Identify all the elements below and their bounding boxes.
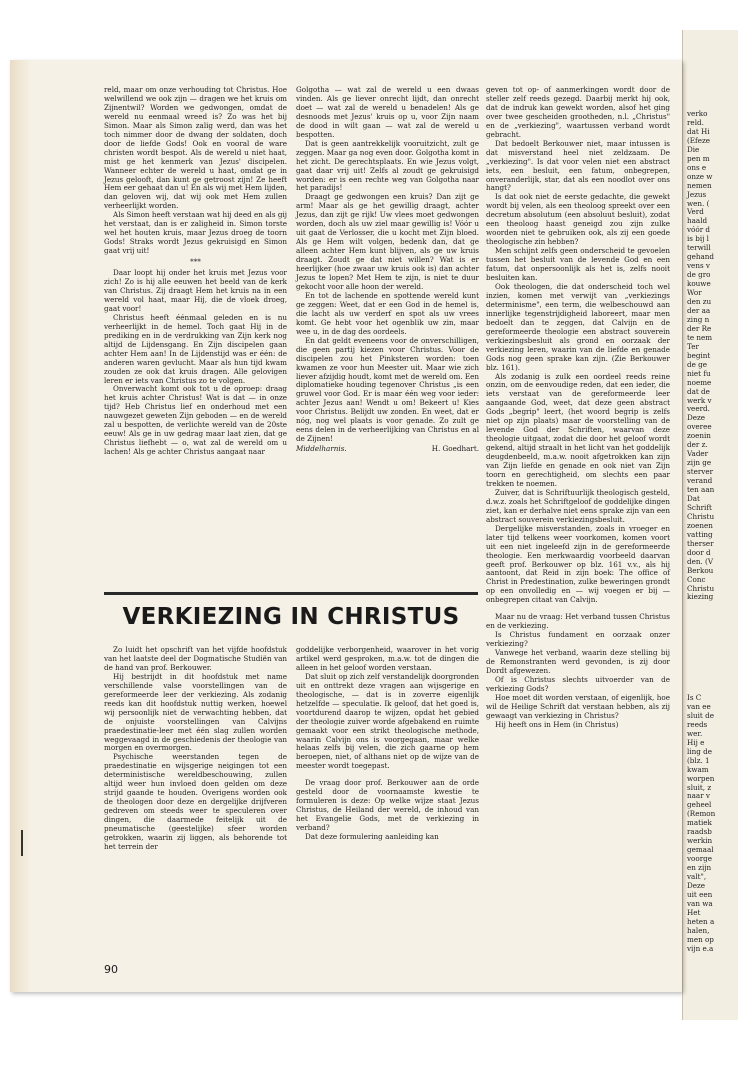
paragraph: Hoe moet dit worden verstaan, of eigenlijk, hoe wil de Heilige Schrift dat verstaan hebben, als zij gewaagt van verkiezing in Christus?: [486, 692, 670, 720]
paragraph: Of is Christus slechts uitvoerder van de verkiezing Gods?: [486, 674, 670, 693]
adjacent-page-line: ling de: [687, 746, 712, 756]
adjacent-page-line: is bij l: [687, 234, 709, 244]
adjacent-page-line: nemen: [687, 180, 712, 190]
article-signature: [296, 445, 479, 454]
adjacent-page-line: verko: [687, 109, 708, 118]
adjacent-page-line: heten a: [687, 916, 715, 926]
adjacent-page-line: dat Hi: [687, 126, 710, 136]
adjacent-page-line: sluit, z: [687, 782, 712, 792]
adjacent-page-line: gehand: [687, 252, 714, 262]
adjacent-page-line: van ee: [687, 701, 711, 711]
adjacent-page-line: kouwe: [687, 279, 711, 289]
adjacent-page-line: therser: [687, 538, 714, 548]
paragraph: Ook theologen, die dat onderscheid toch wel inzien, komen met verwijt van „verkiezings determinisme", een term, die welbeschouwd aan innerlijke tegenstrijdigheid laboreert, maar men bedoelt dan te zeggen, dat Calvijn en de gereformeerde theologie een abstract souverein verkiezingsbesluit als grond en oorzaak der verkiezing leren, waarin van de liefde en genade Gods nog geen sprake kan zijn. (Zie Berkouwer blz. 161).: [486, 281, 670, 372]
paragraph: Golgotha — wat zal de wereld u een dwaas vinden. Als ge liever onrecht lijdt, dan onrecht doet — wat zal de wereld u benadelen! Als ge desnoods met Jezus' kruis op u, voor Zijn naam de dood in wilt gaan — wat zal de wereld u bespotten.: [296, 85, 479, 139]
article-column-2: [296, 646, 479, 842]
adjacent-page-line: Wor: [687, 288, 702, 298]
adjacent-page-line: vens v: [687, 261, 710, 271]
paragraph: Dat sluit op zich zelf verstandelijk doorgronden uit en onttrekt deze vragen aan wijsgerige en theologische, — dat is in zoverre eigenlijk hetzelfde — speculatie. Ik geloof, dat het goed is, voortdurend daarop te wijzen, opdat het gebied der theologie zuiver worde afgebakend en ruimte gemaakt voor een strikt theologische methode, waarin Calvijn ons is voorgegaan, maar welke helaas zelfs bij velen, die zich gaarne op hem beroepen, niet, of althans niet op de wijze van de meester wordt toegepast.: [296, 671, 479, 771]
previous-article-column-1: [104, 86, 287, 457]
adjacent-page-line: der aa: [687, 305, 711, 315]
paragraph: Zuiver, dat is Schriftuurlijk theologisch gesteld, d.w.z. zoals het Schriftgeloof de goddelijke dingen ziet, kan er derhalve niet eens sprake zijn van een abstract souverein verkiezingsbesluit.: [486, 487, 670, 524]
adjacent-page-line: noeme: [687, 377, 712, 387]
adjacent-page-line: vóór d: [687, 225, 711, 235]
adjacent-page-line: de gro: [687, 270, 711, 280]
adjacent-page-line: den zu: [687, 297, 712, 307]
adjacent-page-line: voorge: [687, 854, 713, 864]
adjacent-page-line: Jezus: [687, 189, 707, 199]
adjacent-page-line: sluit de: [687, 710, 714, 720]
signature-author: H. Goedhart.: [431, 444, 479, 454]
adjacent-page-line: door d: [687, 547, 711, 557]
adjacent-page-line: Deze: [687, 413, 706, 423]
adjacent-page-line: begint: [687, 350, 711, 360]
article-column-1: [104, 646, 287, 852]
gutter-mark: [21, 830, 23, 856]
adjacent-page-line: Vader: [687, 449, 709, 459]
adjacent-page-line: Conc: [687, 574, 706, 584]
adjacent-page-line: raadsb: [687, 827, 712, 837]
adjacent-page-line: Hij e: [687, 737, 705, 747]
signature-place: Middelharnis.: [296, 444, 347, 454]
adjacent-page-line: ten aan: [687, 485, 715, 495]
adjacent-page-line: zoenin: [687, 431, 711, 441]
paragraph: Christus heeft éénmaal geleden en is nu verheerlijkt in de hemel. Toch gaat Hij in de prediking en in de verdrukking van Zijn kerk nog altijd de Lijdensgang. En Zijn discipelen gaan achter Hem aan! In de Lijdenstijd was er één: de anderen waren gevlucht. Maar als hun tijd kwam zouden ze ook dat kruis dragen. Alle gelovigen leren er iets van Christus zo te volgen.: [104, 312, 287, 385]
adjacent-page-line: kwam: [687, 764, 709, 774]
adjacent-page-line: overee: [687, 422, 712, 432]
paragraph: geven tot op- of aanmerkingen wordt door de steller zelf reeds gezegd. Daarbij merkt hij ook, dat de indruk kan gewekt worden, alsof het ging over twee gescheiden grootheden, n.l. „Christus" en de „verkiezing", waartussen verband wordt gebracht.: [486, 85, 670, 139]
adjacent-page-line: Is C: [687, 693, 702, 702]
adjacent-page-line: Berkou: [687, 565, 714, 575]
paragraph: Draagt ge gedwongen een kruis? Dan zijt ge arm! Maar als ge het gewillig draagt, achter Jezus, dan zijt ge rijk! Uw vlees moet gedwongen worden, doch als uw ziel maar gewillig is! Vóór u uit gaat de Verlosser, die u kocht met Zijn bloed. Als ge Hem wilt volgen, bedenk dan, dat ge alleen achter Hem kunt blijven, als ge uw kruis draagt. Zoudt ge dat niet willen? Wat is er heerlijker (hoe zwaar uw kruis ook is) dan achter Jezus te lopen? Met Hem te zijn, is niet te duur gekocht voor alle hoon der wereld.: [296, 192, 479, 291]
paragraph: reld, maar om onze verhouding tot Christus. Hoe welwillend we ook zijn — dragen we het kruis om Zijnentwil? Worden we gedwongen, omdat de wereld nu eenmaal wreed is? Zo was het bij Simon. Maar als Simon zalig werd, dan was het toch nimmer door de dwang der soldaten, doch door de liefde Gods! Ook en vooral de ware christen wordt bespot. Als de wereld u niet haat, mist ge het kenmerk van Jezus' discipelen. Wanneer echter de wereld u haat, omdat ge in Jezus gelooft, dan kunt ge getroost zijn! Ze heeft Hem eer gehaat dan u! En als wij met Hem lijden, dan geloven wij, dat wij ook met Hem zullen verheerlijkt worden.: [104, 85, 287, 211]
adjacent-page-line: Christu: [687, 583, 715, 593]
article-title: VERKIEZING IN CHRISTUS: [122, 604, 460, 630]
page-number: 90: [104, 963, 118, 976]
paragraph: Maar nu de vraag: Het verband tussen Christus en de verkiezing.: [486, 612, 670, 631]
adjacent-page-line: reeds: [687, 719, 708, 729]
paragraph: En tot de lachende en spottende wereld kunt ge zeggen: Weet, dat er een God in de hemel is, die lacht als uw verderf en spot als uw vrees komt. Ge hebt voor het ogenblik uw zin, maar wee u, in de dag des oordeels.: [296, 290, 479, 336]
paragraph: Dat deze formulering aanleiding kan: [305, 832, 439, 842]
adjacent-page-line: van wa: [687, 898, 713, 908]
adjacent-page-line: zijn ge: [687, 458, 712, 468]
paragraph: goddelijke verborgenheid, waarover in het vorig artikel werd gesproken, m.a.w. tot de dingen die alleen in het geloof worden verstaan.: [296, 645, 479, 672]
paragraph: De vraag door prof. Berkouwer aan de orde gesteld door de voornaamste kwestie te formuleren is deze: Op welke wijze staat Jezus Christus, de Heiland der wereld, de inhoud van het Evangelie Gods, met de verkiezing in verband?: [296, 778, 479, 833]
adjacent-page-line: Christu: [687, 511, 715, 521]
adjacent-page-line: gemaal: [687, 845, 714, 855]
adjacent-page-line: uit een: [687, 889, 713, 899]
adjacent-page-text-top: [683, 110, 738, 602]
adjacent-page-line: Het: [687, 907, 701, 917]
adjacent-page-line: der z.: [687, 440, 708, 450]
adjacent-page-line: haald: [687, 216, 708, 226]
adjacent-page-line: Dat: [687, 493, 700, 503]
adjacent-page-line: en zijn: [687, 863, 712, 873]
adjacent-page-line: naar v: [687, 791, 710, 801]
adjacent-page-line: (Efeze: [687, 135, 711, 145]
adjacent-page-line: valt",: [687, 872, 707, 882]
adjacent-page: [682, 30, 738, 1020]
paragraph: Als zodanig is zulk een oordeel reeds reine onzin, om de eenvoudige reden, dat een ieder, die iets verstaat van de gereformeerde leer aangaande God, weet, dat deze geen abstract Gods „begrip" leert, (het woord begrip is zelfs niet op zijn plaats) maar de voorstelling van de levende God der Schriften, waarvan deze theologie uitgaat, zodat die door het geloof wordt gekend, altijd straalt in het licht van het goddelijk deugdenbeeld, m.a.w. nooit afgetrokken kan zijn van Zijn liefde en genade en ook niet van Zijn toorn en gerechtigheid, om slechts een paar trekken te noemen.: [486, 371, 670, 488]
adjacent-page-line: zing n: [687, 314, 710, 324]
adjacent-page-line: Verd: [687, 207, 704, 217]
adjacent-page-line: dat de: [687, 386, 710, 396]
adjacent-page-line: de ge: [687, 359, 707, 369]
adjacent-page-line: Die: [687, 144, 700, 154]
paragraph: Onverwacht komt ook tot u de oproep: draag het kruis achter Christus! Wat is dat — in onze tijd? Heb Christus lief en onderhoud met een nauwgezet geweten Zijn geboden — en de wereld zal u bespotten, de verlichte wereld van de 20ste eeuw! Als ge in uw gedrag maar laat zien, dat ge Christus liefhebt — o, wat zal de wereld om u lachen! Als ge achter Christus aangaat naar: [104, 384, 287, 457]
adjacent-page-line: werkin: [687, 836, 713, 846]
paragraph: Hij bestrijdt in dit hoofdstuk met name verschillende valse voorstellingen van de gereformeerde leer der verkiezing. Als zodanig reeds kan dit hoofdstuk nuttig werken, hoewel wij persoonlijk niet de verwachting hebben, dat de onjuiste voorstellingen van Calvijns praedestinatie-leer met één slag zullen worden weggevaagd in de geschiedenis der theologie van morgen en overmorgen.: [104, 671, 287, 753]
adjacent-page-line: (blz. 1: [687, 755, 710, 765]
article-column-3: [486, 86, 670, 730]
adjacent-page-line: ons e: [687, 162, 707, 172]
paragraph: Dat bedoelt Berkouwer niet, maar intussen is dat misverstand heel niet zeldzaam. De „verkiezing". Is dat voor velen niet een abstract iets, een besluit, een fatum, onbegrepen, onveranderlijk, star, dat als een noodlot over ons hangt?: [486, 138, 670, 193]
adjacent-page-line: te nem: [687, 332, 713, 342]
adjacent-page-line: matiek: [687, 818, 712, 828]
paragraph: Dergelijke misverstanden, zoals in vroeger en later tijd telkens weer voorkomen, komen voort uit een niet ingeleefd zijn in de gereformeerde theologie. Een merkwaardig voorbeeld daarvan geeft prof. Berkouwer op blz. 161 v.v., als hij aantoont, dat Reid in zijn boek: The office of Christ in Predestination, zulke beweringen grondt op een onvolledig en — wij voegen er bij — onbegrepen citaat van Calvijn.: [486, 523, 670, 605]
adjacent-page-line: Deze: [687, 881, 706, 891]
paragraph: Dat is geen aantrekkelijk vooruitzicht, zult ge zeggen. Maar ga nog even door. Golgotha komt in het zicht. De gerechtsplaats. En wie Jezus volgt, gaat daar vrij uit! Zelfs al zoudt ge gekruisigd worden: er is een rechte weg van Golgotha naar het paradijs!: [296, 138, 479, 193]
adjacent-page-line: Schrift: [687, 502, 712, 512]
paragraph: Is Christus fundament en oorzaak onzer verkiezing?: [486, 630, 670, 649]
adjacent-page-line: worpen: [687, 773, 715, 783]
section-divider: [104, 592, 478, 595]
adjacent-page-line: veerd.: [687, 404, 710, 414]
paragraph: Als Simon heeft verstaan wat hij deed en als gij het verstaat, dan is er zaligheid in. Simon torste wel het houten kruis, maar Jezus droeg de toorn Gods! Straks wordt Jezus gekruisigd en Simon gaat vrij uit!: [104, 210, 287, 256]
adjacent-page-line: reld.: [687, 117, 704, 127]
adjacent-page-line: sterver: [687, 467, 714, 477]
adjacent-page-line: der Re: [687, 323, 712, 333]
paragraph: En dat geldt eveneens voor de onverschilligen, die geen partij kiezen voor Christus. Voor de discipelen zou het Pinksteren worden: toen kwamen ze voor hun Meester uit. Maar wie zich liever afzijdig houdt, komt met de wereld om. Een diplomatieke houding tegenover Christus „is een gruwel voor God. Er is maar één weg voor ieder: achter Jezus aan! Wendt u om! Bekeert u! Kies voor Christus. Belijdt uw zonden. En weet, dat er nóg, nog wel plaats is voor genade. Zo zult ge eens delen in de verheerlijking van Christus en al de Zijnen!: [296, 335, 479, 444]
adjacent-page-text-bottom: [683, 694, 738, 954]
adjacent-page-line: onze w: [687, 171, 713, 181]
adjacent-page-line: verand: [687, 476, 713, 486]
adjacent-page-line: niet fu: [687, 368, 711, 378]
paragraph: Is dat ook niet de eerste gedachte, die gewekt wordt bij velen, als een theoloog spreekt over een decretum absolutum (een absoluut besluit), zodat een theoloog haast geneigd zou zijn zulke woorden niet te gebruiken ook, als zij een goede theologische zin hebben?: [486, 192, 670, 247]
adjacent-page-line: wer.: [687, 728, 703, 738]
adjacent-page-line: kiezing: [687, 592, 714, 602]
adjacent-page-line: werk v: [687, 395, 712, 405]
paragraph: Zo luidt het opschrift van het vijfde hoofdstuk van het laatste deel der Dogmatische Studiën van de hand van prof. Berkouwer.: [104, 645, 287, 672]
adjacent-page-line: halen,: [687, 925, 710, 935]
adjacent-page-line: zoenen: [687, 520, 713, 530]
adjacent-page-line: Ter: [687, 341, 699, 351]
paragraph: Vanwege het verband, waarin deze stelling bij de Remonstranten werd gevonden, is zij door Dordt afgewezen.: [486, 648, 670, 675]
adjacent-page-line: vijn e.a: [687, 943, 714, 953]
adjacent-page-line: pen m: [687, 153, 710, 163]
section-separator: ***: [190, 257, 201, 267]
adjacent-page-line: wen. (: [687, 198, 710, 208]
previous-article-column-2: [296, 86, 479, 454]
adjacent-page-line: geheel: [687, 800, 712, 810]
paragraph: Men schijnt zelfs geen onderscheid te gevoelen tussen het besluit van de levende God en een fatum, dat onpersoonlijk als het is, zelfs nooit besluiten kan.: [486, 246, 670, 283]
adjacent-page-line: (Remon: [687, 809, 716, 819]
paragraph: Psychische weerstanden tegen de praedestinatie en wijsgerige neigingen tot een deterministische wereldbeschouwing, zullen altijd weer hun invloed doen gelden om deze strijd gaande te houden. Overigens worden ook de theologen door deze en dergelijke drijfveren gedreven om steeds weer te speculeren over dingen, die daarmede feitelijk uit de pneumatische (geestelijke) sfeer worden getrokken, waarin zij liggen, als behorende tot het terrein der: [104, 752, 287, 851]
adjacent-page-line: men op: [687, 934, 714, 944]
adjacent-page-line: terwill: [687, 243, 711, 253]
adjacent-page-line: den. (V: [687, 556, 714, 566]
paragraph: Daar loopt hij onder het kruis met Jezus voor zich! Zo is hij alle eeuwen het beeld van de kerk van Christus. Zij draagt Hem het kruis na in een wereld vol haat, maar Hij, die de vloek droeg, gaat voor!: [104, 268, 287, 313]
adjacent-page-line: vatting: [687, 529, 713, 539]
paragraph: Hij heeft ons in Hem (in Christus): [495, 719, 619, 729]
